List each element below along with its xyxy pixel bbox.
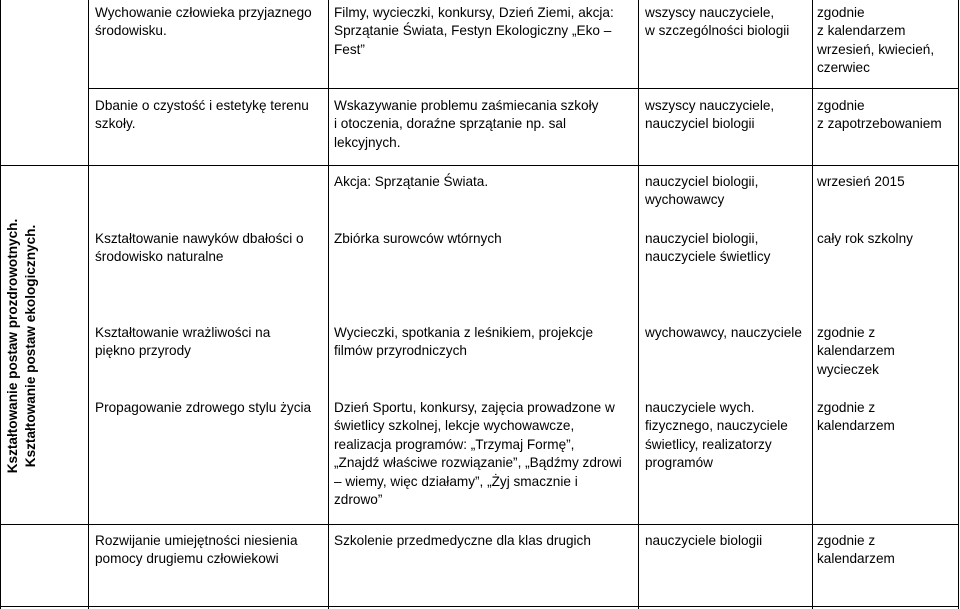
table-cell-deadline xyxy=(817,399,957,436)
side-label-line-1: Kształtowanie postaw prozdrowotnych. xyxy=(5,218,20,474)
cell-text: Akcja: Sprzątanie Świata. xyxy=(334,174,489,189)
table-cell-responsible xyxy=(645,532,811,550)
table-cell-activity xyxy=(334,532,636,550)
cell-text: Kształtowanie nawyków dbałości o środowisko naturalne xyxy=(95,231,304,265)
table-border-bottom xyxy=(0,606,959,607)
table-cell-objective xyxy=(95,4,327,41)
side-label-rotated xyxy=(4,219,40,474)
column-divider-1 xyxy=(88,0,89,609)
cell-text: cały rok szkolny xyxy=(817,231,913,246)
table-cell-objective xyxy=(95,532,327,569)
table-cell-deadline xyxy=(817,324,957,379)
cell-text: wszyscy nauczyciele, nauczyciel biologii xyxy=(645,98,775,132)
table-cell-responsible xyxy=(645,230,811,267)
table-cell-responsible xyxy=(645,97,811,134)
table-cell-deadline xyxy=(817,97,957,134)
cell-text: Kształtowanie wrażliwości na piękno przyrody xyxy=(95,325,271,359)
side-section-label xyxy=(0,172,45,520)
cell-text: zgodnie z kalendarzem xyxy=(817,400,895,434)
table-cell-responsible xyxy=(645,399,811,473)
column-divider-4 xyxy=(812,0,813,609)
table-cell-activity xyxy=(334,399,636,509)
table-cell-responsible xyxy=(645,4,811,41)
cell-text: zgodnie z zapotrzebowaniem xyxy=(817,98,942,132)
cell-text: Szkolenie przedmedyczne dla klas drugich xyxy=(334,533,591,548)
cell-text: Zbiórka surowców wtórnych xyxy=(334,231,502,246)
cell-text: nauczyciele biologii xyxy=(645,533,763,548)
table-cell-objective xyxy=(95,399,327,417)
cell-text: nauczyciel biologii, wychowawcy xyxy=(645,174,759,208)
column-divider-2 xyxy=(328,0,329,609)
table-cell-objective xyxy=(95,324,327,361)
table-cell-responsible xyxy=(645,324,811,342)
cell-text: nauczyciel biologii, nauczyciele świetlicy xyxy=(645,231,771,265)
cell-text: Wskazywanie problemu zaśmiecania szkoły i otoczenia, doraźne sprzątanie np. sal lekcyjnych. xyxy=(334,98,599,150)
table-cell-activity xyxy=(334,173,636,191)
table-cell-objective xyxy=(95,230,327,267)
cell-text: wszyscy nauczyciele, w szczególności biologii xyxy=(645,5,790,39)
table-cell-deadline xyxy=(817,532,957,569)
cell-text: Propagowanie zdrowego stylu życia xyxy=(95,400,312,415)
cell-text: Rozwijanie umiejętności niesienia pomocy drugiemu człowiekowi xyxy=(95,533,298,567)
cell-text: zgodnie z kalendarzem wrzesień, kwiecień, czerwiec xyxy=(817,5,935,76)
cell-text: Filmy, wycieczki, konkursy, Dzień Ziemi, akcja: Sprzątanie Świata, Festyn Ekologiczny „Eko – Fest” xyxy=(334,5,614,57)
cell-text: zgodnie z kalendarzem xyxy=(817,533,895,567)
cell-text: Wycieczki, spotkania z leśnikiem, projekcje filmów przyrodniczych xyxy=(334,325,594,359)
cell-text: wychowawcy, nauczyciele xyxy=(645,325,802,340)
table-cell-activity xyxy=(334,4,636,59)
column-divider-3 xyxy=(638,0,639,609)
cell-text: zgodnie z kalendarzem wycieczek xyxy=(817,325,895,377)
cell-text: wrzesień 2015 xyxy=(817,174,905,189)
table-cell-objective xyxy=(95,97,327,134)
cell-text: Wychowanie człowieka przyjaznego środowisku. xyxy=(95,5,312,39)
row-divider-1 xyxy=(88,88,959,89)
table-cell-responsible xyxy=(645,173,811,210)
table-cell-activity xyxy=(334,230,636,248)
table-cell-deadline xyxy=(817,230,957,248)
cell-text: Dzień Sportu, konkursy, zajęcia prowadzone w świetlicy szkolnej, lekcje wychowawcze, realizacja programów: „Trzymaj Formę”, „Znajdź właściwe rozwiązanie”, „Bądźmy zdrowi – wiemy, więc działamy”, „Żyj smacznie i zdrowo” xyxy=(334,400,622,508)
table-cell-deadline xyxy=(817,173,957,191)
table-cell-activity xyxy=(334,97,636,152)
side-label-line-2: Kształtowanie postaw ekologicznych. xyxy=(23,224,38,468)
cell-text: nauczyciele wych. fizycznego, nauczyciele świetlicy, realizatorzy programów xyxy=(645,400,788,471)
table-border-right xyxy=(958,0,959,609)
row-divider-2 xyxy=(0,165,959,166)
cell-text: Dbanie o czystość i estetykę terenu szkoły. xyxy=(95,98,309,132)
table-cell-activity xyxy=(334,324,636,361)
table-cell-deadline xyxy=(817,4,957,78)
row-divider-6 xyxy=(0,524,959,525)
